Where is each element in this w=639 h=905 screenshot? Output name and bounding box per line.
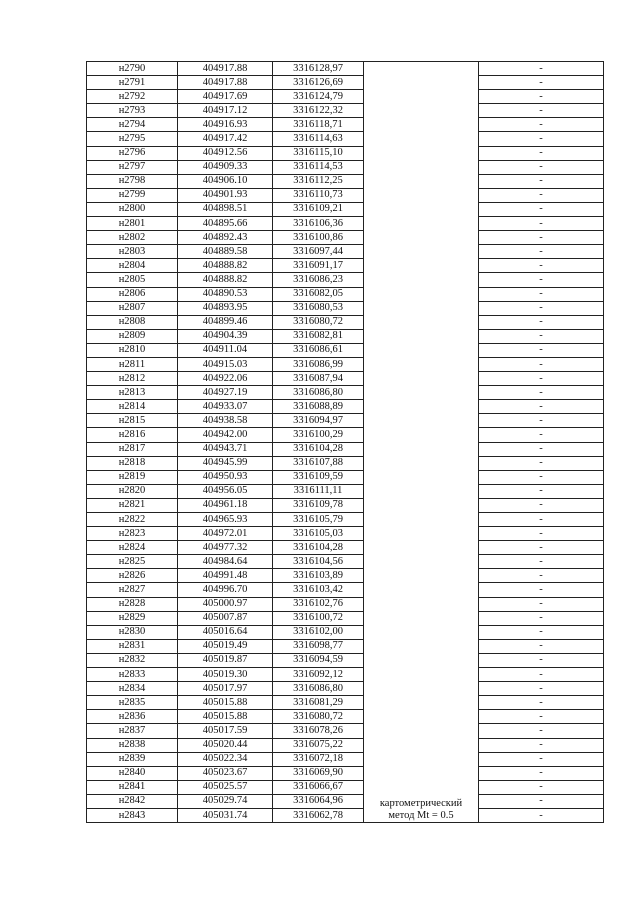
description-cell: - xyxy=(479,696,604,710)
y-coordinate-cell: 3316064,96 xyxy=(273,794,364,808)
point-name-cell: н2827 xyxy=(87,583,178,597)
y-coordinate-cell: 3316086,80 xyxy=(273,386,364,400)
table-row xyxy=(87,541,604,555)
description-cell: - xyxy=(479,611,604,625)
x-coordinate-cell: 404984.64 xyxy=(178,555,273,569)
description-cell: - xyxy=(479,653,604,667)
x-coordinate-cell: 405025.57 xyxy=(178,780,273,794)
description-cell: - xyxy=(479,343,604,357)
x-coordinate-cell: 405022.34 xyxy=(178,752,273,766)
description-cell: - xyxy=(479,217,604,231)
y-coordinate-cell: 3316078,26 xyxy=(273,724,364,738)
x-coordinate-cell: 404915.03 xyxy=(178,357,273,371)
y-coordinate-cell: 3316091,17 xyxy=(273,259,364,273)
table-row xyxy=(87,62,604,76)
description-cell: - xyxy=(479,738,604,752)
point-name-cell: н2816 xyxy=(87,428,178,442)
table-row xyxy=(87,76,604,90)
y-coordinate-cell: 3316118,71 xyxy=(273,118,364,132)
point-name-cell: н2794 xyxy=(87,118,178,132)
table-row xyxy=(87,513,604,527)
point-name-cell: н2801 xyxy=(87,217,178,231)
point-name-cell: н2796 xyxy=(87,146,178,160)
point-name-cell: н2814 xyxy=(87,400,178,414)
table-row xyxy=(87,498,604,512)
point-name-cell: н2841 xyxy=(87,780,178,794)
description-cell: - xyxy=(479,668,604,682)
x-coordinate-cell: 404943.71 xyxy=(178,442,273,456)
description-cell: - xyxy=(479,90,604,104)
x-coordinate-cell: 404938.58 xyxy=(178,414,273,428)
x-coordinate-cell: 404922.06 xyxy=(178,372,273,386)
point-name-cell: н2797 xyxy=(87,160,178,174)
description-cell: - xyxy=(479,231,604,245)
y-coordinate-cell: 3316086,61 xyxy=(273,343,364,357)
point-name-cell: н2804 xyxy=(87,259,178,273)
description-cell: - xyxy=(479,724,604,738)
y-coordinate-cell: 3316098,77 xyxy=(273,639,364,653)
table-row xyxy=(87,90,604,104)
y-coordinate-cell: 3316087,94 xyxy=(273,372,364,386)
x-coordinate-cell: 404933.07 xyxy=(178,400,273,414)
description-cell: - xyxy=(479,527,604,541)
table-row xyxy=(87,217,604,231)
point-name-cell: н2826 xyxy=(87,569,178,583)
description-cell: - xyxy=(479,456,604,470)
point-name-cell: н2807 xyxy=(87,301,178,315)
table-row xyxy=(87,428,604,442)
y-coordinate-cell: 3316102,76 xyxy=(273,597,364,611)
point-name-cell: н2818 xyxy=(87,456,178,470)
y-coordinate-cell: 3316111,11 xyxy=(273,484,364,498)
y-coordinate-cell: 3316105,03 xyxy=(273,527,364,541)
table-row xyxy=(87,625,604,639)
point-name-cell: н2837 xyxy=(87,724,178,738)
x-coordinate-cell: 404956.05 xyxy=(178,484,273,498)
x-coordinate-cell: 404901.93 xyxy=(178,188,273,202)
x-coordinate-cell: 404917.42 xyxy=(178,132,273,146)
y-coordinate-cell: 3316100,29 xyxy=(273,428,364,442)
description-cell: - xyxy=(479,62,604,76)
x-coordinate-cell: 405000.97 xyxy=(178,597,273,611)
x-coordinate-cell: 404893.95 xyxy=(178,301,273,315)
table-row xyxy=(87,470,604,484)
table-row xyxy=(87,456,604,470)
description-cell: - xyxy=(479,414,604,428)
description-cell: - xyxy=(479,287,604,301)
y-coordinate-cell: 3316082,81 xyxy=(273,329,364,343)
point-name-cell: н2824 xyxy=(87,541,178,555)
description-cell: - xyxy=(479,541,604,555)
x-coordinate-cell: 404898.51 xyxy=(178,202,273,216)
table-row xyxy=(87,724,604,738)
table-row xyxy=(87,231,604,245)
x-coordinate-cell: 404950.93 xyxy=(178,470,273,484)
table-row xyxy=(87,188,604,202)
table-row xyxy=(87,273,604,287)
method-cell xyxy=(364,62,479,823)
x-coordinate-cell: 404927.19 xyxy=(178,386,273,400)
x-coordinate-cell: 404917.12 xyxy=(178,104,273,118)
x-coordinate-cell: 404904.39 xyxy=(178,329,273,343)
y-coordinate-cell: 3316062,78 xyxy=(273,808,364,822)
x-coordinate-cell: 404890.53 xyxy=(178,287,273,301)
y-coordinate-cell: 3316086,99 xyxy=(273,357,364,371)
x-coordinate-cell: 404916.93 xyxy=(178,118,273,132)
description-cell: - xyxy=(479,710,604,724)
table-row xyxy=(87,146,604,160)
y-coordinate-cell: 3316097,44 xyxy=(273,245,364,259)
x-coordinate-cell: 405015.88 xyxy=(178,710,273,724)
table-row xyxy=(87,527,604,541)
point-name-cell: н2803 xyxy=(87,245,178,259)
table-row xyxy=(87,696,604,710)
description-cell: - xyxy=(479,555,604,569)
y-coordinate-cell: 3316082,05 xyxy=(273,287,364,301)
description-cell: - xyxy=(479,484,604,498)
x-coordinate-cell: 405015.88 xyxy=(178,696,273,710)
description-cell: - xyxy=(479,245,604,259)
description-cell: - xyxy=(479,104,604,118)
method-label-line2: метод Mt = 0.5 xyxy=(388,810,454,822)
y-coordinate-cell: 3316112,25 xyxy=(273,174,364,188)
table-row xyxy=(87,597,604,611)
y-coordinate-cell: 3316104,28 xyxy=(273,442,364,456)
x-coordinate-cell: 405020.44 xyxy=(178,738,273,752)
description-cell: - xyxy=(479,442,604,456)
y-coordinate-cell: 3316075,22 xyxy=(273,738,364,752)
y-coordinate-cell: 3316107,88 xyxy=(273,456,364,470)
point-name-cell: н2813 xyxy=(87,386,178,400)
point-name-cell: н2809 xyxy=(87,329,178,343)
x-coordinate-cell: 405017.97 xyxy=(178,682,273,696)
y-coordinate-cell: 3316080,53 xyxy=(273,301,364,315)
description-cell: - xyxy=(479,160,604,174)
y-coordinate-cell: 3316081,29 xyxy=(273,696,364,710)
x-coordinate-cell: 404906.10 xyxy=(178,174,273,188)
x-coordinate-cell: 404917.69 xyxy=(178,90,273,104)
description-cell: - xyxy=(479,273,604,287)
y-coordinate-cell: 3316122,32 xyxy=(273,104,364,118)
x-coordinate-cell: 404977.32 xyxy=(178,541,273,555)
x-coordinate-cell: 404991.48 xyxy=(178,569,273,583)
description-cell: - xyxy=(479,118,604,132)
table-row xyxy=(87,738,604,752)
x-coordinate-cell: 405007.87 xyxy=(178,611,273,625)
y-coordinate-cell: 3316126,69 xyxy=(273,76,364,90)
point-name-cell: н2800 xyxy=(87,202,178,216)
point-name-cell: н2811 xyxy=(87,357,178,371)
y-coordinate-cell: 3316094,97 xyxy=(273,414,364,428)
x-coordinate-cell: 404892.43 xyxy=(178,231,273,245)
x-coordinate-cell: 404917.88 xyxy=(178,62,273,76)
point-name-cell: н2790 xyxy=(87,62,178,76)
y-coordinate-cell: 3316086,80 xyxy=(273,682,364,696)
table-row xyxy=(87,611,604,625)
table-row xyxy=(87,329,604,343)
y-coordinate-cell: 3316110,73 xyxy=(273,188,364,202)
table-row xyxy=(87,400,604,414)
description-cell: - xyxy=(479,428,604,442)
x-coordinate-cell: 405029.74 xyxy=(178,794,273,808)
coordinates-table-body xyxy=(87,62,604,823)
y-coordinate-cell: 3316109,78 xyxy=(273,498,364,512)
table-row xyxy=(87,639,604,653)
x-coordinate-cell: 404888.82 xyxy=(178,259,273,273)
description-cell: - xyxy=(479,202,604,216)
y-coordinate-cell: 3316072,18 xyxy=(273,752,364,766)
y-coordinate-cell: 3316092,12 xyxy=(273,668,364,682)
y-coordinate-cell: 3316109,21 xyxy=(273,202,364,216)
description-cell: - xyxy=(479,400,604,414)
description-cell: - xyxy=(479,470,604,484)
description-cell: - xyxy=(479,513,604,527)
y-coordinate-cell: 3316088,89 xyxy=(273,400,364,414)
x-coordinate-cell: 404911.04 xyxy=(178,343,273,357)
description-cell: - xyxy=(479,329,604,343)
y-coordinate-cell: 3316094,59 xyxy=(273,653,364,667)
y-coordinate-cell: 3316128,97 xyxy=(273,62,364,76)
point-name-cell: н2795 xyxy=(87,132,178,146)
x-coordinate-cell: 404909.33 xyxy=(178,160,273,174)
description-cell: - xyxy=(479,639,604,653)
description-cell: - xyxy=(479,146,604,160)
point-name-cell: н2792 xyxy=(87,90,178,104)
point-name-cell: н2821 xyxy=(87,498,178,512)
description-cell: - xyxy=(479,259,604,273)
table-row xyxy=(87,386,604,400)
y-coordinate-cell: 3316124,79 xyxy=(273,90,364,104)
point-name-cell: н2831 xyxy=(87,639,178,653)
y-coordinate-cell: 3316114,53 xyxy=(273,160,364,174)
y-coordinate-cell: 3316102,00 xyxy=(273,625,364,639)
point-name-cell: н2828 xyxy=(87,597,178,611)
point-name-cell: н2834 xyxy=(87,682,178,696)
x-coordinate-cell: 404912.56 xyxy=(178,146,273,160)
point-name-cell: н2817 xyxy=(87,442,178,456)
point-name-cell: н2820 xyxy=(87,484,178,498)
description-cell: - xyxy=(479,188,604,202)
y-coordinate-cell: 3316066,67 xyxy=(273,780,364,794)
y-coordinate-cell: 3316105,79 xyxy=(273,513,364,527)
x-coordinate-cell: 404965.93 xyxy=(178,513,273,527)
table-row xyxy=(87,808,604,822)
point-name-cell: н2829 xyxy=(87,611,178,625)
y-coordinate-cell: 3316103,89 xyxy=(273,569,364,583)
table-row xyxy=(87,315,604,329)
point-name-cell: н2830 xyxy=(87,625,178,639)
y-coordinate-cell: 3316115,10 xyxy=(273,146,364,160)
point-name-cell: н2810 xyxy=(87,343,178,357)
table-row xyxy=(87,766,604,780)
point-name-cell: н2819 xyxy=(87,470,178,484)
x-coordinate-cell: 405017.59 xyxy=(178,724,273,738)
x-coordinate-cell: 404996.70 xyxy=(178,583,273,597)
point-name-cell: н2835 xyxy=(87,696,178,710)
table-row xyxy=(87,160,604,174)
x-coordinate-cell: 405023.67 xyxy=(178,766,273,780)
description-cell: - xyxy=(479,752,604,766)
point-name-cell: н2822 xyxy=(87,513,178,527)
x-coordinate-cell: 404917.88 xyxy=(178,76,273,90)
x-coordinate-cell: 404895.66 xyxy=(178,217,273,231)
point-name-cell: н2808 xyxy=(87,315,178,329)
point-name-cell: н2799 xyxy=(87,188,178,202)
x-coordinate-cell: 405031.74 xyxy=(178,808,273,822)
point-name-cell: н2832 xyxy=(87,653,178,667)
description-cell: - xyxy=(479,372,604,386)
table-row xyxy=(87,357,604,371)
table-row xyxy=(87,682,604,696)
point-name-cell: н2839 xyxy=(87,752,178,766)
table-row xyxy=(87,484,604,498)
table-row xyxy=(87,668,604,682)
table-row xyxy=(87,287,604,301)
table-row xyxy=(87,259,604,273)
description-cell: - xyxy=(479,808,604,822)
table-row xyxy=(87,118,604,132)
x-coordinate-cell: 405016.64 xyxy=(178,625,273,639)
description-cell: - xyxy=(479,386,604,400)
method-label-line1: картометрический xyxy=(379,798,463,810)
coordinates-table xyxy=(86,61,604,823)
y-coordinate-cell: 3316080,72 xyxy=(273,315,364,329)
table-row xyxy=(87,794,604,808)
point-name-cell: н2793 xyxy=(87,104,178,118)
table-row xyxy=(87,752,604,766)
point-name-cell: н2791 xyxy=(87,76,178,90)
table-row xyxy=(87,710,604,724)
description-cell: - xyxy=(479,682,604,696)
table-row xyxy=(87,442,604,456)
table-row xyxy=(87,372,604,386)
y-coordinate-cell: 3316106,36 xyxy=(273,217,364,231)
x-coordinate-cell: 405019.49 xyxy=(178,639,273,653)
table-row xyxy=(87,202,604,216)
y-coordinate-cell: 3316104,28 xyxy=(273,541,364,555)
description-cell: - xyxy=(479,597,604,611)
point-name-cell: н2815 xyxy=(87,414,178,428)
table-row xyxy=(87,104,604,118)
point-name-cell: н2840 xyxy=(87,766,178,780)
point-name-cell: н2843 xyxy=(87,808,178,822)
x-coordinate-cell: 404899.46 xyxy=(178,315,273,329)
x-coordinate-cell: 404945.99 xyxy=(178,456,273,470)
x-coordinate-cell: 404942.00 xyxy=(178,428,273,442)
table-row xyxy=(87,653,604,667)
description-cell: - xyxy=(479,132,604,146)
point-name-cell: н2805 xyxy=(87,273,178,287)
point-name-cell: н2806 xyxy=(87,287,178,301)
description-cell: - xyxy=(479,794,604,808)
table-row xyxy=(87,343,604,357)
table-row xyxy=(87,132,604,146)
description-cell: - xyxy=(479,780,604,794)
y-coordinate-cell: 3316114,63 xyxy=(273,132,364,146)
point-name-cell: н2823 xyxy=(87,527,178,541)
point-name-cell: н2838 xyxy=(87,738,178,752)
y-coordinate-cell: 3316100,86 xyxy=(273,231,364,245)
y-coordinate-cell: 3316100,72 xyxy=(273,611,364,625)
point-name-cell: н2825 xyxy=(87,555,178,569)
x-coordinate-cell: 404972.01 xyxy=(178,527,273,541)
table-row xyxy=(87,780,604,794)
description-cell: - xyxy=(479,357,604,371)
point-name-cell: н2812 xyxy=(87,372,178,386)
description-cell: - xyxy=(479,625,604,639)
point-name-cell: н2833 xyxy=(87,668,178,682)
table-row xyxy=(87,301,604,315)
x-coordinate-cell: 404888.82 xyxy=(178,273,273,287)
point-name-cell: н2842 xyxy=(87,794,178,808)
table-row xyxy=(87,174,604,188)
table-row xyxy=(87,569,604,583)
description-cell: - xyxy=(479,583,604,597)
table-row xyxy=(87,555,604,569)
description-cell: - xyxy=(479,301,604,315)
description-cell: - xyxy=(479,315,604,329)
table-row xyxy=(87,583,604,597)
y-coordinate-cell: 3316104,56 xyxy=(273,555,364,569)
description-cell: - xyxy=(479,76,604,90)
y-coordinate-cell: 3316080,72 xyxy=(273,710,364,724)
table-row xyxy=(87,245,604,259)
point-name-cell: н2798 xyxy=(87,174,178,188)
y-coordinate-cell: 3316069,90 xyxy=(273,766,364,780)
point-name-cell: н2802 xyxy=(87,231,178,245)
x-coordinate-cell: 405019.87 xyxy=(178,653,273,667)
description-cell: - xyxy=(479,766,604,780)
y-coordinate-cell: 3316103,42 xyxy=(273,583,364,597)
x-coordinate-cell: 405019.30 xyxy=(178,668,273,682)
point-name-cell: н2836 xyxy=(87,710,178,724)
description-cell: - xyxy=(479,498,604,512)
y-coordinate-cell: 3316086,23 xyxy=(273,273,364,287)
y-coordinate-cell: 3316109,59 xyxy=(273,470,364,484)
x-coordinate-cell: 404889.58 xyxy=(178,245,273,259)
table-row xyxy=(87,414,604,428)
x-coordinate-cell: 404961.18 xyxy=(178,498,273,512)
description-cell: - xyxy=(479,174,604,188)
description-cell: - xyxy=(479,569,604,583)
